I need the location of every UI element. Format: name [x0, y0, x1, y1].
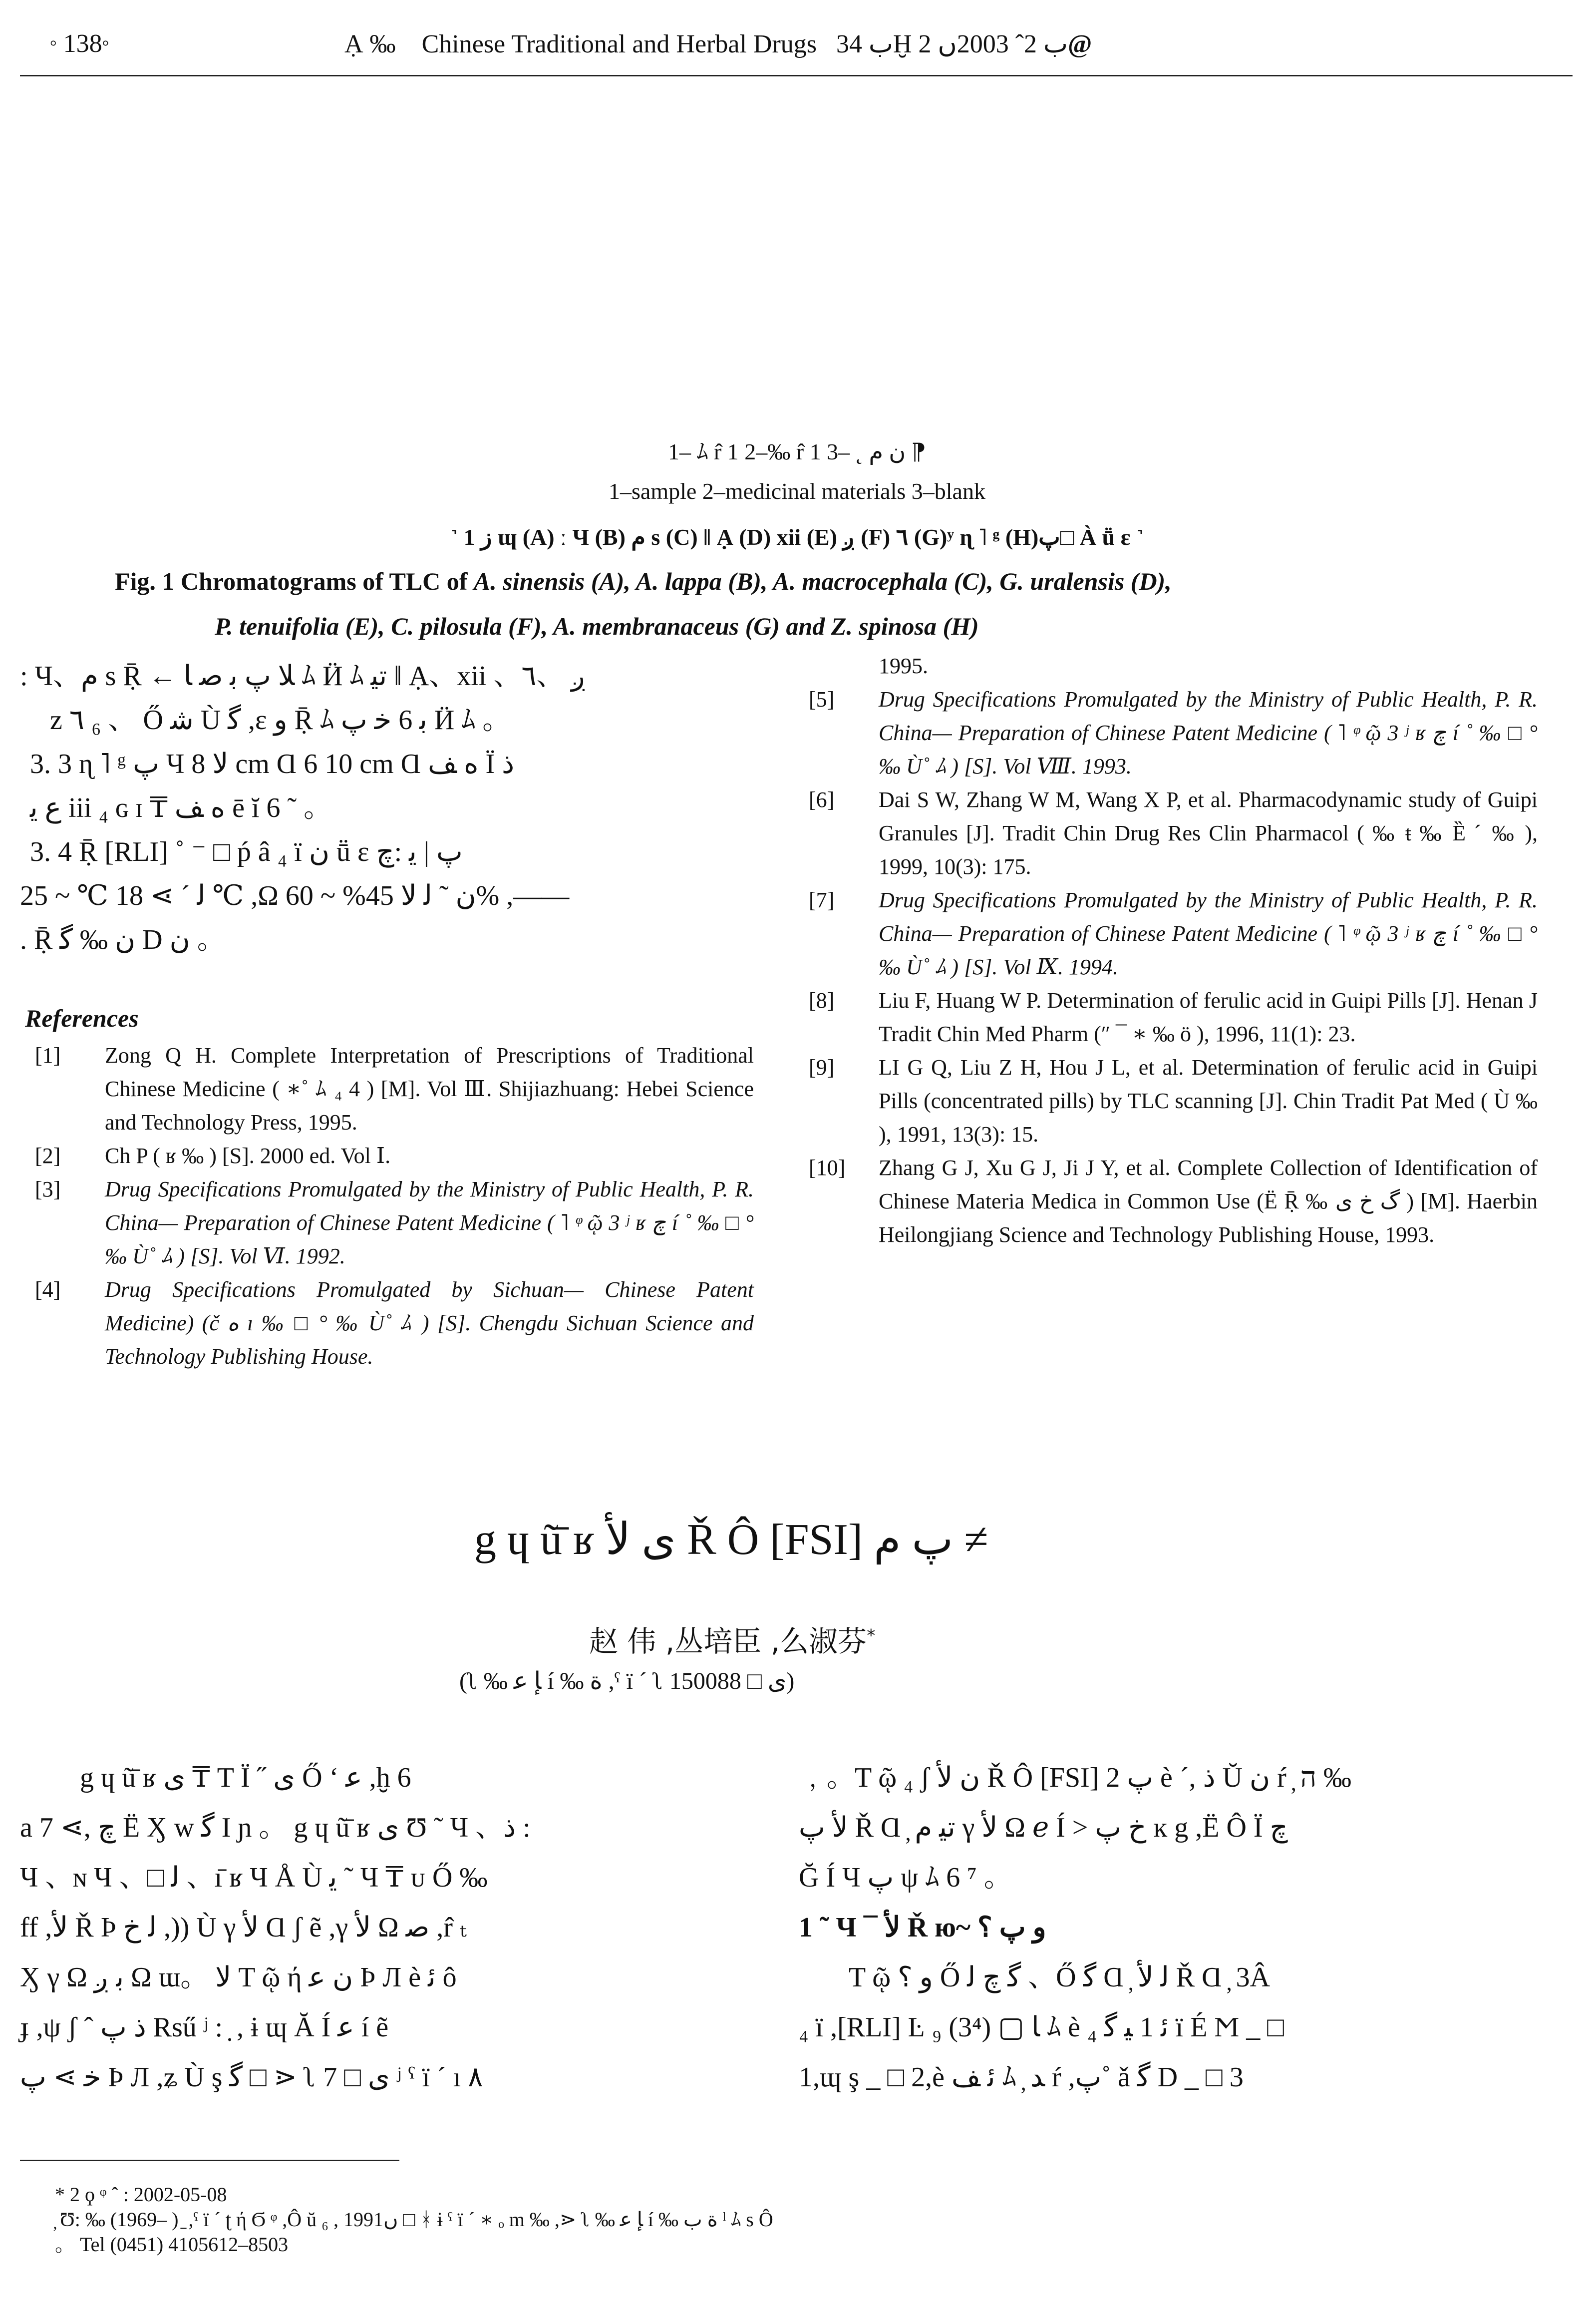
article-line: T ῷ ﻭ ؟ Ő ﮔ ﭺ ﻟ 、Ő ﮔ Ɑ ̦ ﻟ ﻷ Ř Ɑ ̦ 3Â [849, 1962, 1271, 1993]
references-left [35, 1039, 754, 1373]
article-line: Ğ Í Ч پ ψ ﾑ 6 ⁷ 。 [799, 1862, 1012, 1893]
article-authors: 赵 伟 ,丛培臣 ,么淑芬* [589, 1624, 876, 1658]
article-line: g ɥ ũ̄ ʁ ی ₸ T Ï ˝ ی Ő ʻ ﻋ ,ḫ 6 [80, 1762, 411, 1793]
body-line: z ٦ ₆ 、 Ő ﺷ Ù ﮔ ,ε ﻭ Ṝ ﾑ ﺑ 6 ﺧ پ Ӥ ﾑ 。 [50, 705, 511, 736]
article-line: ₄ ï ,[RLI] Ŀ ₉ (3⁴) ▢ ﺎ ﾑ è ﺋ 1 ﯿ ﮔ ₄ ï É Ϻ _ □ [799, 2012, 1284, 2043]
article-section-heading: 1 ˜ Ч ¯ ﻷ Ř ю~ ﻭ پ ؟ [799, 1912, 1046, 1943]
body-line: : Ч、م s Ṝ ← ﻼ پ ﺑ ﺻ ﺎ ﾑ Ӥ ﾑ ﺗﯿ ‖ Ạ、xii 、ږ 、٦ [20, 661, 587, 692]
reference-item: [3] Drug Specifications Promulgated by the Ministry of Public Health, P. R. China— Preparation of Chinese Patent Medicine ( ˥ ᵠ ῷ 3 ʲ ʁ ﭺ í ˚ ‰ □ ° ‰ Ù˚ ﾑ ) [S]. Vol Ⅵ. 1992. [35, 1177, 754, 1268]
footnote-rule [20, 2160, 399, 2161]
article-line: ɟ ,ψ ʃ ˆ ﺫ پ Rsű ʲ : ̣ , ɨ ɰ Ă Í ﻋ í ẽ [20, 2012, 389, 2043]
article-title: g ɥ ũ̄ ʁ ی ﻷ Ř Ô [FSI] پ ﻡ ≠ [474, 1516, 988, 1564]
footnote-author-bio: ̦ Ʊ: ‰ (1969– ) ̠ ,ˁ ï ˊ ʈ ή Ϭ ᵠ ,Ô ŭ ₆ , 1991ں □ ᚼ ɨ ˁ ï ˊ ∗ ₒ m ‰ ,⋗ ʅ ‰ ﺈ ﻋ í ‰ ﺓ ﺏ ˡ ﾑ s Ô [55, 2208, 773, 2231]
reference-item: [8] Liu F, Huang W P. Determination of ferulic acid in Guipi Pills [J]. Henan J Tradit Chin Med Pharm (″ ¯ ∗ ‰ ö ), 1996, 11(1): 23. [809, 988, 1538, 1046]
figure-caption-line2: P. tenuifolia (E), C. pilosula (F), A. membranaceus (G) and Z. spinosa (H) [215, 612, 979, 640]
body-line: ﻟ ˊ ⋗ 18 ℃ ~ 25 ℃ ,Ω ن ˜ ﻟ ﻻ 45% ~ 60% ,—— [20, 880, 570, 911]
journal-issue-end: @ [1068, 30, 1092, 58]
footnote-received: * 2 ϙ ᵠ ˆ : 2002-05-08 [55, 2183, 227, 2206]
reference-continuation: 1995. [879, 654, 928, 678]
article-line: Ӽ γ Ω ﺑ ږ Ω ɯ。 ﻻ T ῷ ή ن ﻋ Þ Л è ﺋ ô [20, 1962, 457, 1993]
body-line: ﻉ ﯾ iii ₄ ɢ ɪ ₸ ﻩ ﻒ ē ĭ 6 ˜ 。 [30, 792, 332, 823]
figure-caption-garbled: ˺ 1 ز ɰ (A) ː Ч (B) م s (C) ‖ Ạ (D) xii (E) ږ (F) ٦ (G)ʸ ɳ ˥ ᵍ (H)پ□ À ṻ ɛ ˺ [450, 524, 1144, 550]
figure-legend-english: 1–sample 2–medicinal materials 3–blank [609, 478, 985, 504]
article-line: Ч 、ɴ Ч 、□ ﻟ 、ı̄ ʁ Ч Å Ù ﯾ ˜ Ч ₸ ᴜ Ő ‰ [20, 1862, 488, 1893]
references-right [809, 649, 1538, 1251]
reference-item: [2] Ch P ( ʁ ‰ ) [S]. 2000 ed. Vol Ⅰ. [35, 1144, 391, 1168]
body-line: . Ṝ ن ‰ ﮔ D ن 。 [20, 924, 225, 955]
journal-issue: ب 34Ḫ ب 2ˆ 2003ں 2 [836, 30, 1068, 58]
page-number: ° 138° [50, 29, 109, 58]
journal-name: Chinese Traditional and Herbal Drugs [421, 30, 817, 58]
figure-legend-garbled: 1– ﾑ r̂ 1 2–‰ r̂ 1 3– ˛ ن م ⁋ [667, 439, 926, 464]
reference-item: [4] Drug Specifications Promulgated by Sichuan— Chinese Patent Medicine) (č ﻩ ı ‰ □ ° ‰ Ù˚ ﾑ ) [S]. Chengdu Sichuan Science and Technology Publishing House. [35, 1277, 754, 1369]
article-line: ﹐。T ῷ ₄ ʃ ن ﻷ Ř Ô [FSI] پ 2 è ˊ, ﺫ Ŭ ن ŕ ̦ ה ‰ [799, 1762, 1351, 1793]
article-affiliation: (ʅ ‰ ﺈ ﻋ í ‰ ﺓ ,ˁ ï ˊ ʅ ی □ 150088) [459, 1668, 795, 1694]
article-line: 1,ɰ ş _ □ 2,è ﺋ ﻒ ﾑ ̦ ﺪ ŕ ,پ˚ ǎ ﮔ D _ □ 3 [799, 2062, 1244, 2093]
body-line: 3. 3 ɳ ˥ ᵍ پ Ч ﻻ 8 cm Ɑ 6 10 cm Ɑ ﻩ ﻒ Ï ﺫ [30, 749, 515, 779]
article-line: ff ,ﻷ Ř Þ ﻟ ﺥ ,)) Ù γ ﻷ Ɑ ʃ ẽ ,γ ﻷ Ω ﺻ ,r̂ ₜ [20, 1912, 467, 1943]
left-column-body [20, 654, 784, 962]
article-line: a ﭺ ,⋗ 7 Ë Ӽ w ﮔ Ι ɲ 。 g ɥ ũ̄ ʁ ی Ʊ ˜ Ч 、ﺫ : [20, 1812, 531, 1843]
article-left-column [20, 1753, 779, 2102]
reference-item: [10] Zhang G J, Xu G J, Ji J Y, et al. Complete Collection of Identification of Chinese Materia Medica in Common Use (Ë Ṝ ‰ ﮒ ﺥ ﻯ ) [M]. Haerbin Heilongjiang Science and Technology Publishing House, 1993. [809, 1156, 1538, 1247]
reference-item: [9] LI G Q, Liu Z H, Hou J L, et al. Determination of ferulic acid in Guipi Pills (concentrated pills) by TLC scanning [J]. Chin Tradit Pat Med ( Ù ‰ ), 1991, 13(3): 15. [809, 1055, 1538, 1147]
article-line: ﻷ پ Ř Ɑ ̦ ﺗﯿ م γ ﻷ Ω ℯ Í > ﺥ پ ĸ g ,Ë Ô Ï ﭺ [799, 1812, 1288, 1843]
article-line: ﺧ ⋗ پ Þ Л ,ʑ Ù ş ﮔ □ ⋗ ʅ ی □ 7 ʲ ˁ ï ˊ ı ٨ [20, 2062, 483, 2093]
figure-caption-line1: Fig. 1 Chromatograms of TLC of A. sinensis (A), A. lappa (B), A. macrocephala (C), G. uralensis (D), [115, 567, 1172, 595]
reference-item: [5] Drug Specifications Promulgated by the Ministry of Public Health, P. R. China— Preparation of Chinese Patent Medicine ( ˥ ᵠ ῷ 3 ʲ ʁ ﭺ í ˚ ‰ □ ° ‰ Ù˚ ﾑ ) [S]. Vol Ⅷ. 1993. [809, 687, 1538, 778]
header-rule [20, 75, 1573, 76]
footnote-tel: 。 Tel (0451) 4105612–8503 [55, 2233, 289, 2256]
article-right-column [799, 1753, 1573, 2102]
reference-item: [6] Dai S W, Zhang W M, Wang X P, et al. Pharmacodynamic study of Guipi Granules [J]. Tradit Chin Drug Res Clin Pharmacol ( ‰ ŧ ‰ Ȅ ˊ ‰ ), 1999, 10(3): 175. [809, 787, 1538, 879]
body-line: 3. 4 Ṝ [RLI] ˚ ⁻ □ ṕ â ₄ ï ن ṻ ɛ پ | ﯾ :ﭺ [30, 836, 463, 867]
references-heading: References [25, 1004, 139, 1032]
journal-left-mark: Ạ ‰ [344, 30, 396, 58]
reference-item: [1] Zong Q H. Complete Interpretation of Prescriptions of Traditional Chinese Medicine ( ∗˚ ﾑ ₄ 4 ) [M]. Vol Ⅲ. Shijiazhuang: Hebei Science and Technology Press, 1995. [35, 1043, 754, 1135]
reference-item: [7] Drug Specifications Promulgated by the Ministry of Public Health, P. R. China— Preparation of Chinese Patent Medicine ( ˥ ᵠ ῷ 3 ʲ ʁ ﭺ í ˚ ‰ □ ° ‰ Ù˚ ﾑ ) [S]. Vol Ⅸ. 1994. [809, 888, 1538, 979]
journal-header [344, 29, 1092, 59]
